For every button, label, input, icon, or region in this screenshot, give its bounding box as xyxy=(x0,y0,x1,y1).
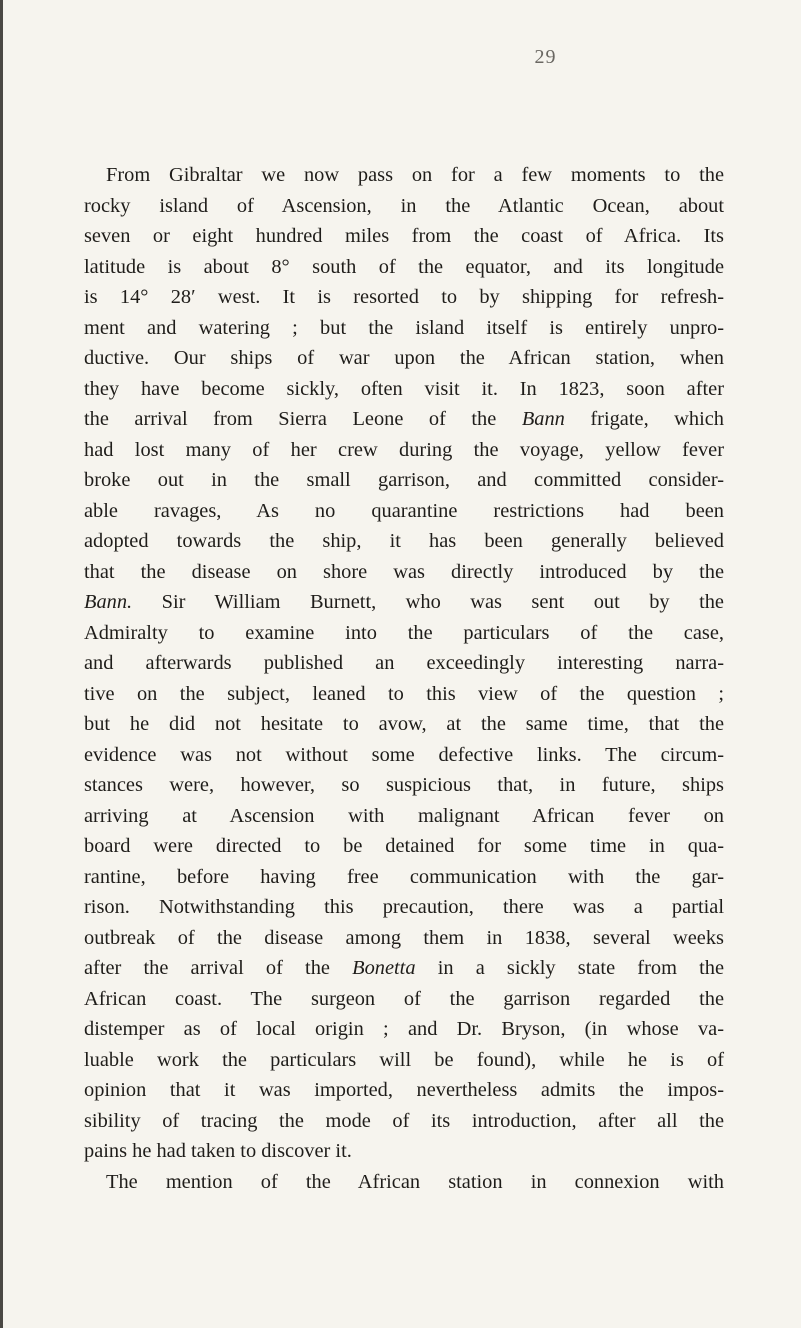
text-segment: adopted towards the ship, it has been generally believed xyxy=(84,530,724,552)
text-segment: ment and watering ; but the island itself is entirely unpro- xyxy=(84,316,724,339)
text-line xyxy=(84,191,724,222)
text-segment: seven or eight hundred miles from the coast of Africa. Its xyxy=(84,225,724,247)
text-segment: ductive. Our ships of war upon the African station, when xyxy=(84,347,724,369)
text-line xyxy=(84,587,724,618)
text-line xyxy=(84,709,724,740)
text-line xyxy=(84,1106,724,1137)
text-segment: distemper as of local origin ; and Dr. Bryson, (in whose va- xyxy=(84,1018,724,1040)
text-line xyxy=(84,343,724,374)
body-text xyxy=(84,160,724,1197)
text-line xyxy=(84,984,724,1015)
text-line xyxy=(84,831,724,862)
text-segment: rison. Notwithstanding this precaution, there was a partial xyxy=(84,896,724,918)
text-line xyxy=(84,465,724,496)
ship-name: Bann. xyxy=(84,591,133,613)
text-line xyxy=(84,313,724,344)
text-line xyxy=(84,1045,724,1076)
text-segment: outbreak of the disease among them in 1838, several weeks xyxy=(84,926,724,949)
text-segment: arriving at Ascension with malignant African fever on xyxy=(84,804,724,827)
text-segment: and afterwards published an exceedingly interesting narra- xyxy=(84,652,724,674)
text-line xyxy=(84,770,724,801)
text-line xyxy=(84,892,724,923)
text-line xyxy=(84,801,724,832)
text-segment: evidence was not without some defective links. The circum- xyxy=(84,743,724,766)
text-segment: Sir William Burnett, who was sent out by the xyxy=(132,591,724,613)
text-line xyxy=(84,923,724,954)
text-segment: stances were, however, so suspicious that, in future, ships xyxy=(84,774,724,796)
text-segment: sibility of tracing the mode of its introduction, after all the xyxy=(84,1109,724,1132)
ship-name: Bonetta xyxy=(352,957,416,979)
text-line xyxy=(84,648,724,679)
text-line xyxy=(84,252,724,283)
page-number: 29 xyxy=(534,46,557,68)
text-segment: the arrival from Sierra Leone of the xyxy=(84,408,522,430)
text-segment: pains he had taken to discover it. xyxy=(84,1140,352,1162)
text-line xyxy=(84,404,724,435)
text-segment: in a sickly state from the xyxy=(415,957,724,979)
text-line xyxy=(84,282,724,313)
text-line xyxy=(84,618,724,649)
text-segment: The mention of the African station in connexion with xyxy=(106,1170,724,1193)
text-line xyxy=(84,1167,724,1198)
text-segment: able ravages, As no quarantine restrictions had been xyxy=(84,499,724,522)
text-segment: frigate, which xyxy=(564,408,724,430)
text-line xyxy=(84,1014,724,1045)
text-segment: had lost many of her crew during the voyage, yellow fever xyxy=(84,438,724,461)
text-segment: they have become sickly, often visit it. In 1823, soon after xyxy=(84,377,724,400)
text-segment: rocky island of Ascension, in the Atlantic Ocean, about xyxy=(84,194,724,217)
text-segment: board were directed to be detained for some time in qua- xyxy=(84,835,724,857)
text-line xyxy=(84,740,724,771)
page-left-edge xyxy=(0,0,3,1328)
text-segment: luable work the particulars will be found), while he is of xyxy=(84,1048,724,1071)
text-line xyxy=(84,526,724,557)
text-segment: broke out in the small garrison, and committed consider- xyxy=(84,469,724,491)
text-line xyxy=(84,374,724,405)
text-segment: that the disease on shore was directly introduced by the xyxy=(84,560,724,583)
text-line xyxy=(84,160,724,191)
text-line xyxy=(84,435,724,466)
text-line xyxy=(84,953,724,984)
text-segment: opinion that it was imported, nevertheless admits the impos- xyxy=(84,1079,724,1101)
text-segment: rantine, before having free communication with the gar- xyxy=(84,865,724,888)
text-line xyxy=(84,1136,724,1167)
text-segment: is 14° 28′ west. It is resorted to by shipping for refresh- xyxy=(84,286,724,308)
text-segment: African coast. The surgeon of the garrison regarded the xyxy=(84,987,724,1010)
ship-name: Bann xyxy=(521,408,565,430)
text-line xyxy=(84,557,724,588)
text-segment: after the arrival of the xyxy=(84,957,353,979)
text-line xyxy=(84,496,724,527)
text-line xyxy=(84,1075,724,1106)
text-line xyxy=(84,862,724,893)
text-segment: From Gibraltar we now pass on for a few moments to the xyxy=(106,164,724,186)
text-segment: but he did not hesitate to avow, at the same time, that the xyxy=(84,713,724,735)
text-segment: tive on the subject, leaned to this view of the question ; xyxy=(84,682,724,705)
text-line xyxy=(84,221,724,252)
text-segment: Admiralty to examine into the particulars of the case, xyxy=(84,621,724,644)
text-line xyxy=(84,679,724,710)
text-segment: latitude is about 8° south of the equator, and its longitude xyxy=(84,255,724,278)
